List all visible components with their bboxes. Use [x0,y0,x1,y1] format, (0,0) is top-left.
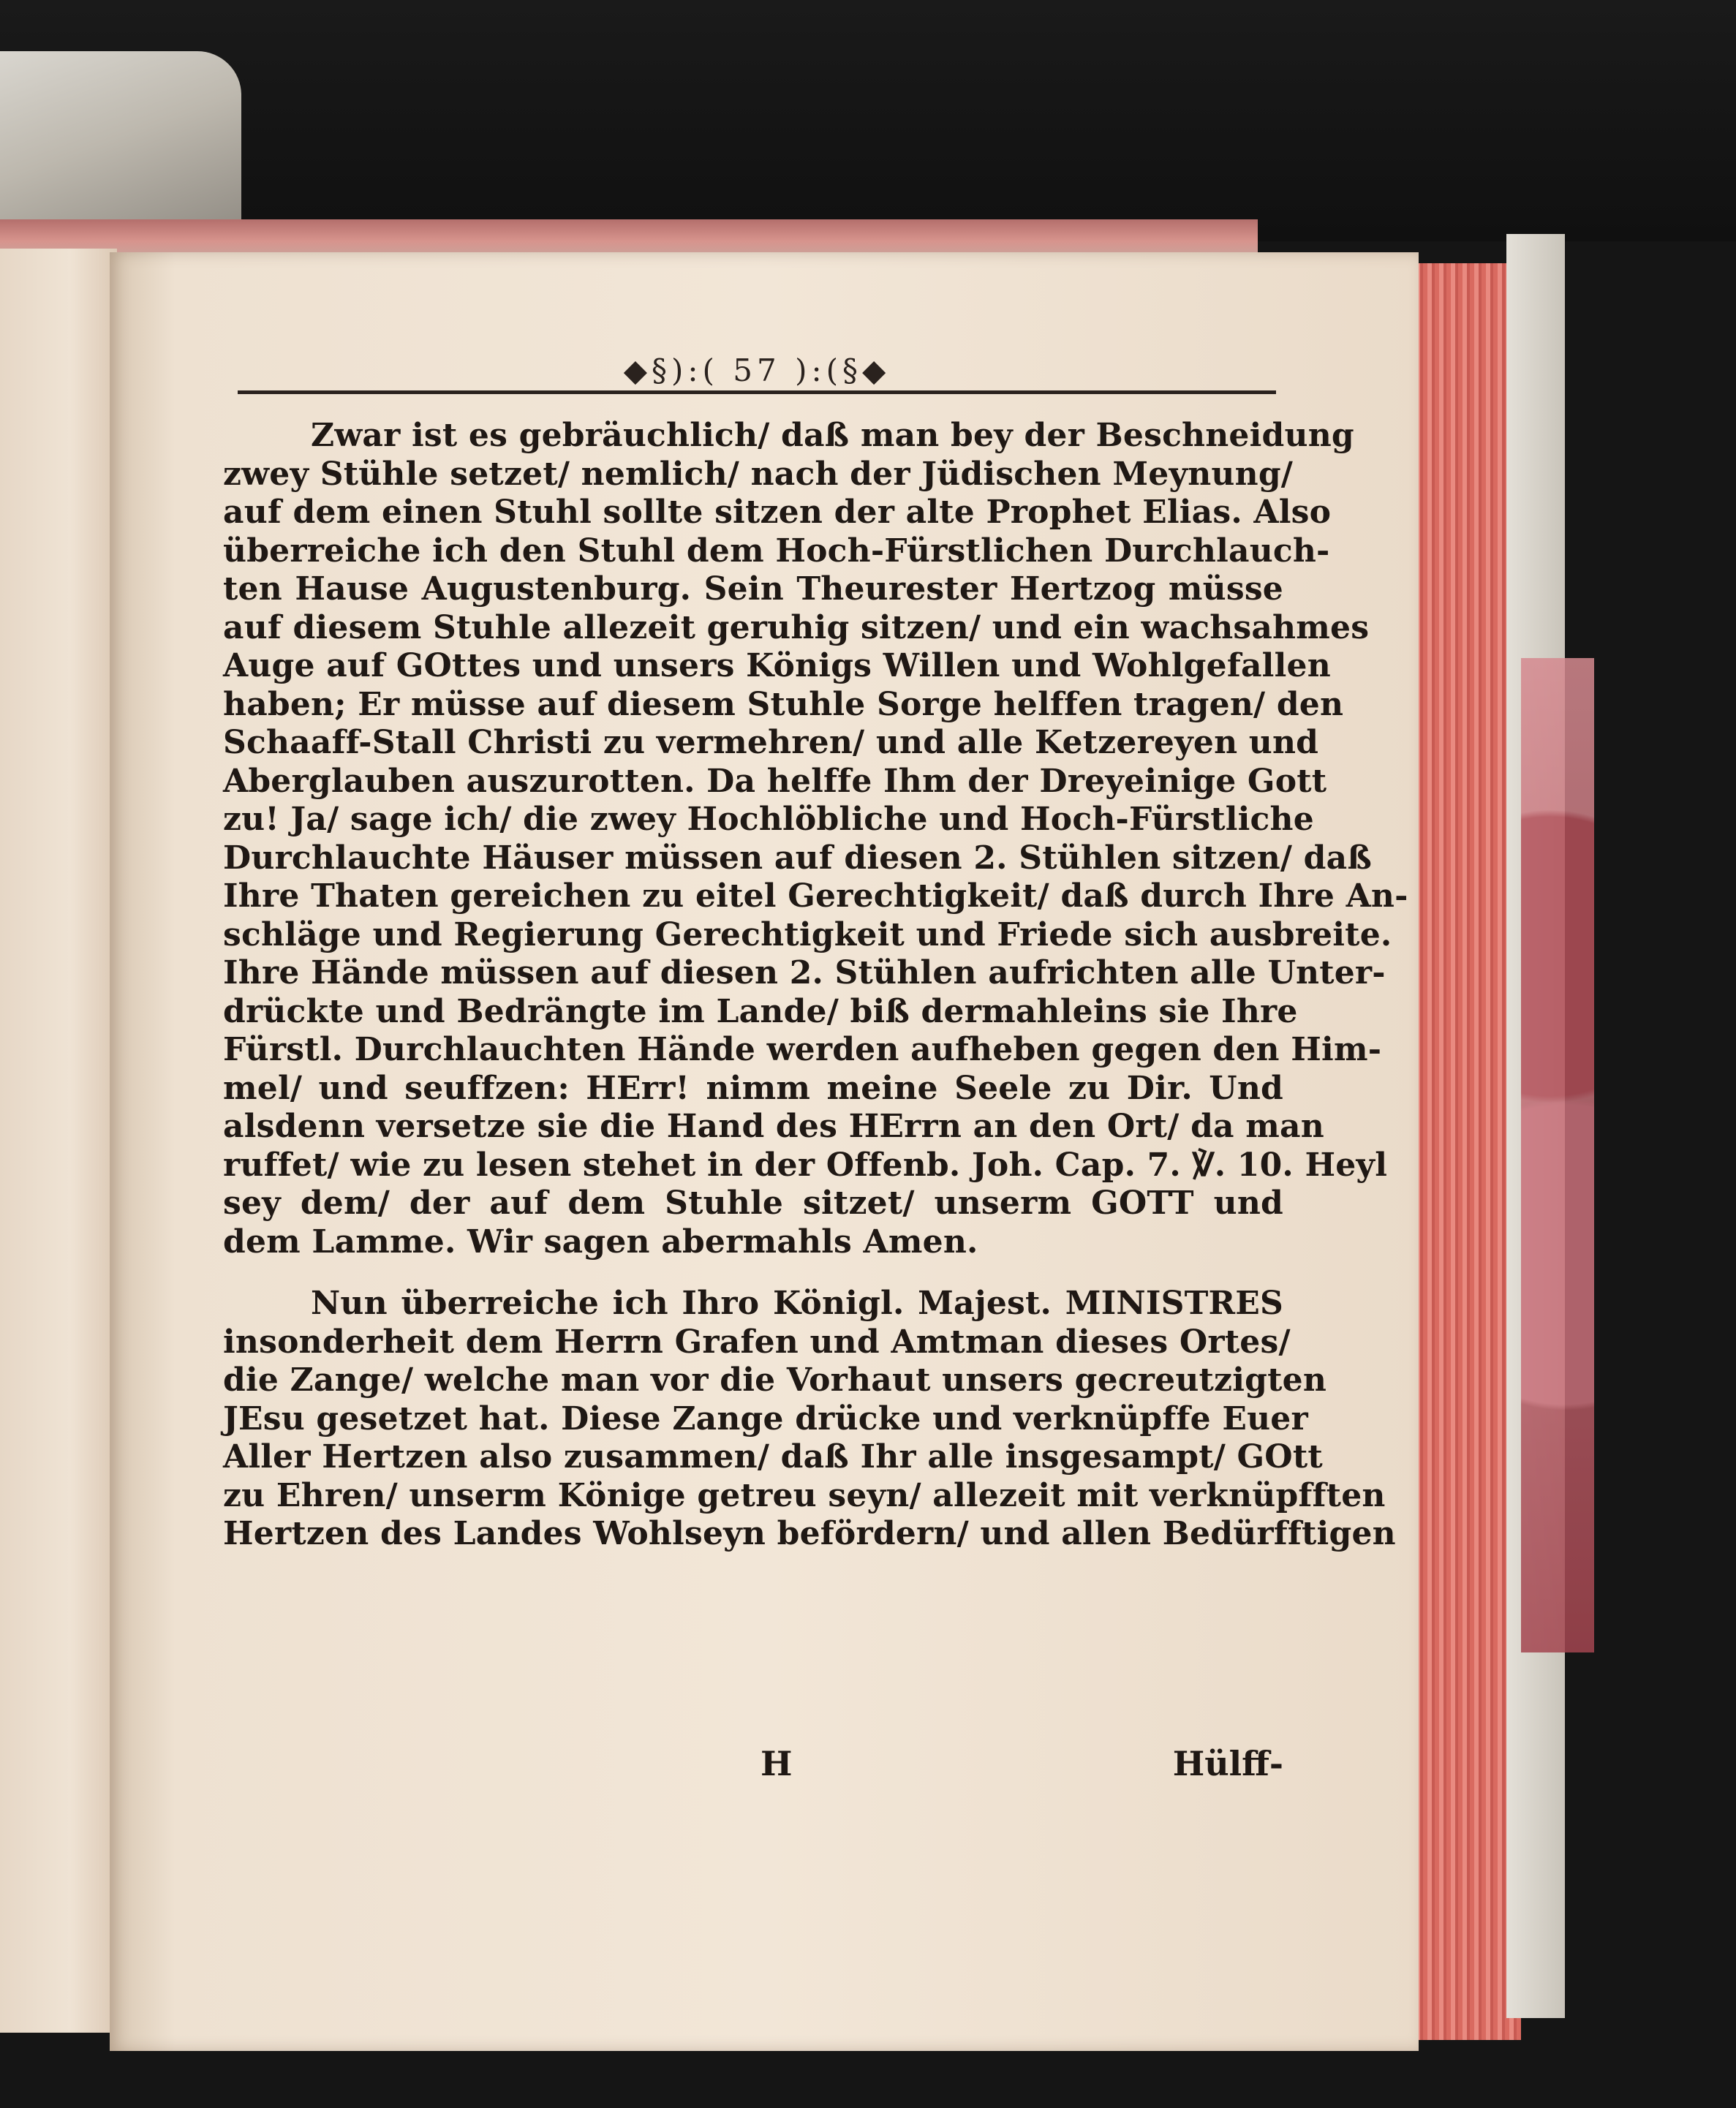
text-line: Zwar ist es gebräuchlich/ daß man bey der Beschneidung [311,417,1354,454]
text-line: mel/ und seuffzen: HErr! nimm meine Seele zu Dir. Und [223,1069,1283,1107]
text-line: alsdenn versetze sie die Hand des HErrn an den Ort/ da man [223,1108,1324,1145]
page-header [238,352,1276,389]
text-line: die Zange/ welche man vor die Vorhaut unsers gecreutzigten [223,1361,1327,1399]
text-line: JEsu gesetzet hat. Diese Zange drücke und verknüpffe Euer [223,1399,1308,1438]
paragraph-1 [223,417,1408,1261]
text-line: haben; Er müsse auf diesem Stuhle Sorge helffen tragen/ den [223,685,1344,723]
text-line: zu! Ja/ sage ich/ die zwey Hochlöbliche und Hoch-Fürstliche [223,801,1314,838]
page-number: ◆§):( 57 ):(§◆ [623,352,891,388]
text-line: Ihre Hände müssen auf diesen 2. Stühlen aufrichten alle Unter- [223,954,1386,991]
paragraph-gap [223,1261,1283,1285]
text-line: Fürstl. Durchlauchten Hände werden aufheben gegen den Him- [223,1031,1382,1068]
text-line: sey dem/ der auf dem Stuhle sitzet/ unserm GOTT und [223,1185,1283,1222]
dark-background [0,0,1736,241]
text-line: zwey Stühle setzet/ nemlich/ nach der Jüdischen Meynung/ [223,455,1294,493]
left-page-edge [0,249,117,2033]
text-line: insonderheit dem Herrn Grafen und Amtman dieses Ortes/ [223,1323,1291,1361]
text-block [223,417,1408,1554]
book-top-edge [0,219,1258,256]
text-line: Hertzen des Landes Wohlseyn befördern/ und allen Bedürfftigen [223,1515,1396,1552]
text-line: ruffet/ wie zu lesen stehet in der Offenb. Joh. Cap. 7. ℣. 10. Heyl [223,1146,1388,1184]
text-line: Aller Hertzen also zusammen/ daß Ihr alle insgesampt/ GOtt [223,1438,1323,1476]
text-line: Aberglauben auszurotten. Da helffe Ihm der Dreyeinige Gott [223,762,1327,800]
text-line: auf dem einen Stuhl sollte sitzen der alte Prophet Elias. Also [223,494,1332,531]
text-line: dem Lamme. Wir sagen abermahls Amen. [223,1223,978,1261]
text-line: Ihre Thaten gereichen zu eitel Gerechtigkeit/ daß durch Ihre An- [223,877,1408,915]
text-line: auf diesem Stuhle allezeit geruhig sitzen/ und ein wachsahmes [223,608,1370,646]
page-footer [223,1744,1283,1788]
text-line: schläge und Regierung Gerechtigkeit und Friede sich ausbreite. [223,915,1392,953]
header-rule [238,390,1276,394]
signature-mark: H [761,1744,793,1783]
text-line: ten Hause Augustenburg. Sein Theurester Hertzog müsse [223,570,1283,608]
red-fore-edge [1411,263,1521,2040]
text-line: überreiche ich den Stuhl dem Hoch-Fürstlichen Durchlauch- [223,532,1330,570]
marbled-endpaper [1521,658,1594,1652]
text-line: Schaaff-Stall Christi zu vermehren/ und alle Ketzereyen und [223,724,1319,761]
text-line: zu Ehren/ unserm Könige getreu seyn/ allezeit mit verknüpfften [223,1476,1386,1514]
text-line: Auge auf GOttes und unsers Königs Willen und Wohlgefallen [223,647,1331,684]
text-line: Durchlauchte Häuser müssen auf diesen 2. Stühlen sitzen/ daß [223,839,1372,877]
text-line: Nun überreiche ich Ihro Königl. Majest. MINISTRES [311,1285,1283,1322]
text-line: drückte und Bedrängte im Lande/ biß dermahleins sie Ihre [223,992,1298,1030]
paragraph-2 [223,1285,1396,1554]
catchword: Hülff- [1172,1744,1283,1783]
